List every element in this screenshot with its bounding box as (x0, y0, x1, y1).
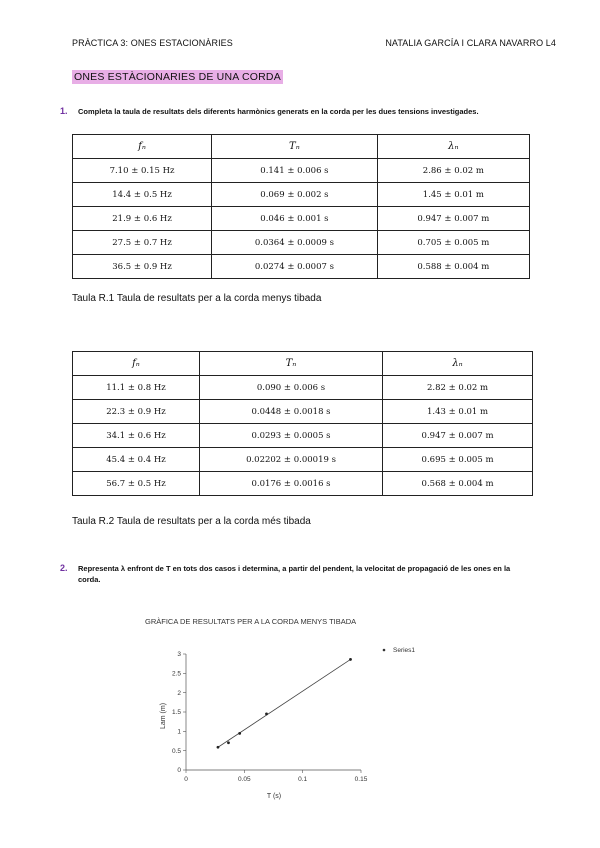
header-left: PRÀCTICA 3: ONES ESTACIONÀRIES (72, 38, 233, 48)
y-tick-label: 0 (177, 767, 181, 775)
x-tick-label: 0.05 (238, 776, 251, 783)
section-title: ONES ESTÀCIONARIES DE UNA CORDA (74, 71, 281, 83)
table-cell: 21.9 ± 0.6 Hz (73, 207, 212, 231)
table-cell: 0.02202 ± 0.00019 s (199, 448, 382, 472)
col-header-wavelength: λₙ (377, 135, 529, 159)
table-row (73, 400, 533, 424)
table-cell: 0.0364 ± 0.0009 s (212, 231, 378, 255)
table-row (73, 424, 533, 448)
table-cell: 0.069 ± 0.002 s (212, 183, 378, 207)
results-table-2 (72, 351, 533, 496)
y-tick-label: 0.5 (171, 747, 181, 755)
table-header-row (73, 352, 533, 376)
table-cell: 2.86 ± 0.02 m (377, 159, 529, 183)
table-cell: 0.0293 ± 0.0005 s (199, 424, 382, 448)
chart-title: GRÀFICA DE RESULTATS PER A LA CORDA MENYS TIBADA (145, 617, 357, 626)
y-axis-label: Lam (m) (160, 702, 167, 730)
question-2 (60, 563, 533, 585)
y-axis (172, 651, 186, 774)
table-cell: 0.090 ± 0.006 s (199, 376, 382, 400)
data-point (349, 658, 352, 661)
trendline (218, 659, 351, 747)
data-point (227, 741, 230, 744)
x-axis-label: T (s) (266, 793, 282, 800)
col-header-frequency: fₙ (73, 135, 212, 159)
y-tick-label: 2.5 (171, 670, 181, 678)
table-cell: 0.705 ± 0.005 m (377, 231, 529, 255)
table-cell: 0.947 ± 0.007 m (383, 424, 533, 448)
table-cell: 0.046 ± 0.001 s (212, 207, 378, 231)
legend-label: Series1 (393, 647, 416, 654)
table-header-row (73, 135, 530, 159)
table-row (73, 207, 530, 231)
question-2-number: 2. (60, 563, 68, 573)
table-cell: 0.141 ± 0.006 s (212, 159, 378, 183)
question-2-text: Representa λ enfront de T en tots dos casos i determina, a partir del pendent, la velocitat de propagació de les ones en la corda. (78, 564, 511, 584)
y-tick-label: 2 (177, 689, 181, 697)
table-cell: 1.43 ± 0.01 m (383, 400, 533, 424)
table-cell: 7.10 ± 0.15 Hz (73, 159, 212, 183)
table-cell: 11.1 ± 0.8 Hz (73, 376, 200, 400)
legend-marker (383, 649, 386, 652)
table-cell: 56.7 ± 0.5 Hz (73, 472, 200, 496)
y-tick-label: 3 (177, 651, 181, 659)
y-tick-label: 1.5 (171, 709, 181, 717)
table-cell: 0.947 ± 0.007 m (377, 207, 529, 231)
table-cell: 0.0448 ± 0.0018 s (199, 400, 382, 424)
y-tick-label: 1 (177, 728, 181, 736)
lambda-vs-period-chart (140, 612, 440, 802)
table-cell: 1.45 ± 0.01 m (377, 183, 529, 207)
header-right: NATALIA GARCÍA I CLARA NAVARRO L4 (385, 38, 556, 48)
table-row (73, 231, 530, 255)
table-1-caption: Taula R.1 Taula de resultats per a la corda menys tibada (72, 293, 322, 304)
x-axis (184, 770, 368, 783)
table-row (73, 376, 533, 400)
table-row (73, 472, 533, 496)
table-cell: 45.4 ± 0.4 Hz (73, 448, 200, 472)
table-cell: 36.5 ± 0.9 Hz (73, 255, 212, 279)
table-row (73, 448, 533, 472)
table-cell: 0.568 ± 0.004 m (383, 472, 533, 496)
results-table-1 (72, 134, 530, 279)
table-cell: 27.5 ± 0.7 Hz (73, 231, 212, 255)
x-tick-label: 0 (184, 776, 188, 783)
table-cell: 0.695 ± 0.005 m (383, 448, 533, 472)
question-1-number: 1. (60, 106, 68, 116)
table-row (73, 159, 530, 183)
table-cell: 22.3 ± 0.9 Hz (73, 400, 200, 424)
table-cell: 2.82 ± 0.02 m (383, 376, 533, 400)
x-tick-label: 0.1 (298, 776, 308, 783)
col-header-period: Tₙ (212, 135, 378, 159)
table-row (73, 183, 530, 207)
col-header-frequency: fₙ (73, 352, 200, 376)
table-cell: 0.0176 ± 0.0016 s (199, 472, 382, 496)
col-header-wavelength: λₙ (383, 352, 533, 376)
trendline-segment (218, 659, 351, 747)
table-cell: 0.0274 ± 0.0007 s (212, 255, 378, 279)
data-point (238, 732, 241, 735)
table-cell: 34.1 ± 0.6 Hz (73, 424, 200, 448)
table-cell: 14.4 ± 0.5 Hz (73, 183, 212, 207)
col-header-period: Tₙ (199, 352, 382, 376)
table-row (73, 255, 530, 279)
table-cell: 0.588 ± 0.004 m (377, 255, 529, 279)
table-2-caption: Taula R.2 Taula de resultats per a la corda més tibada (72, 516, 311, 527)
data-point (265, 713, 268, 716)
x-tick-label: 0.15 (354, 776, 368, 783)
question-1-text: Completa la taula de resultats dels diferents harmònics generats en la corda per les dues tensions investigades. (78, 107, 479, 116)
question-1 (60, 106, 533, 117)
data-point (217, 746, 220, 749)
